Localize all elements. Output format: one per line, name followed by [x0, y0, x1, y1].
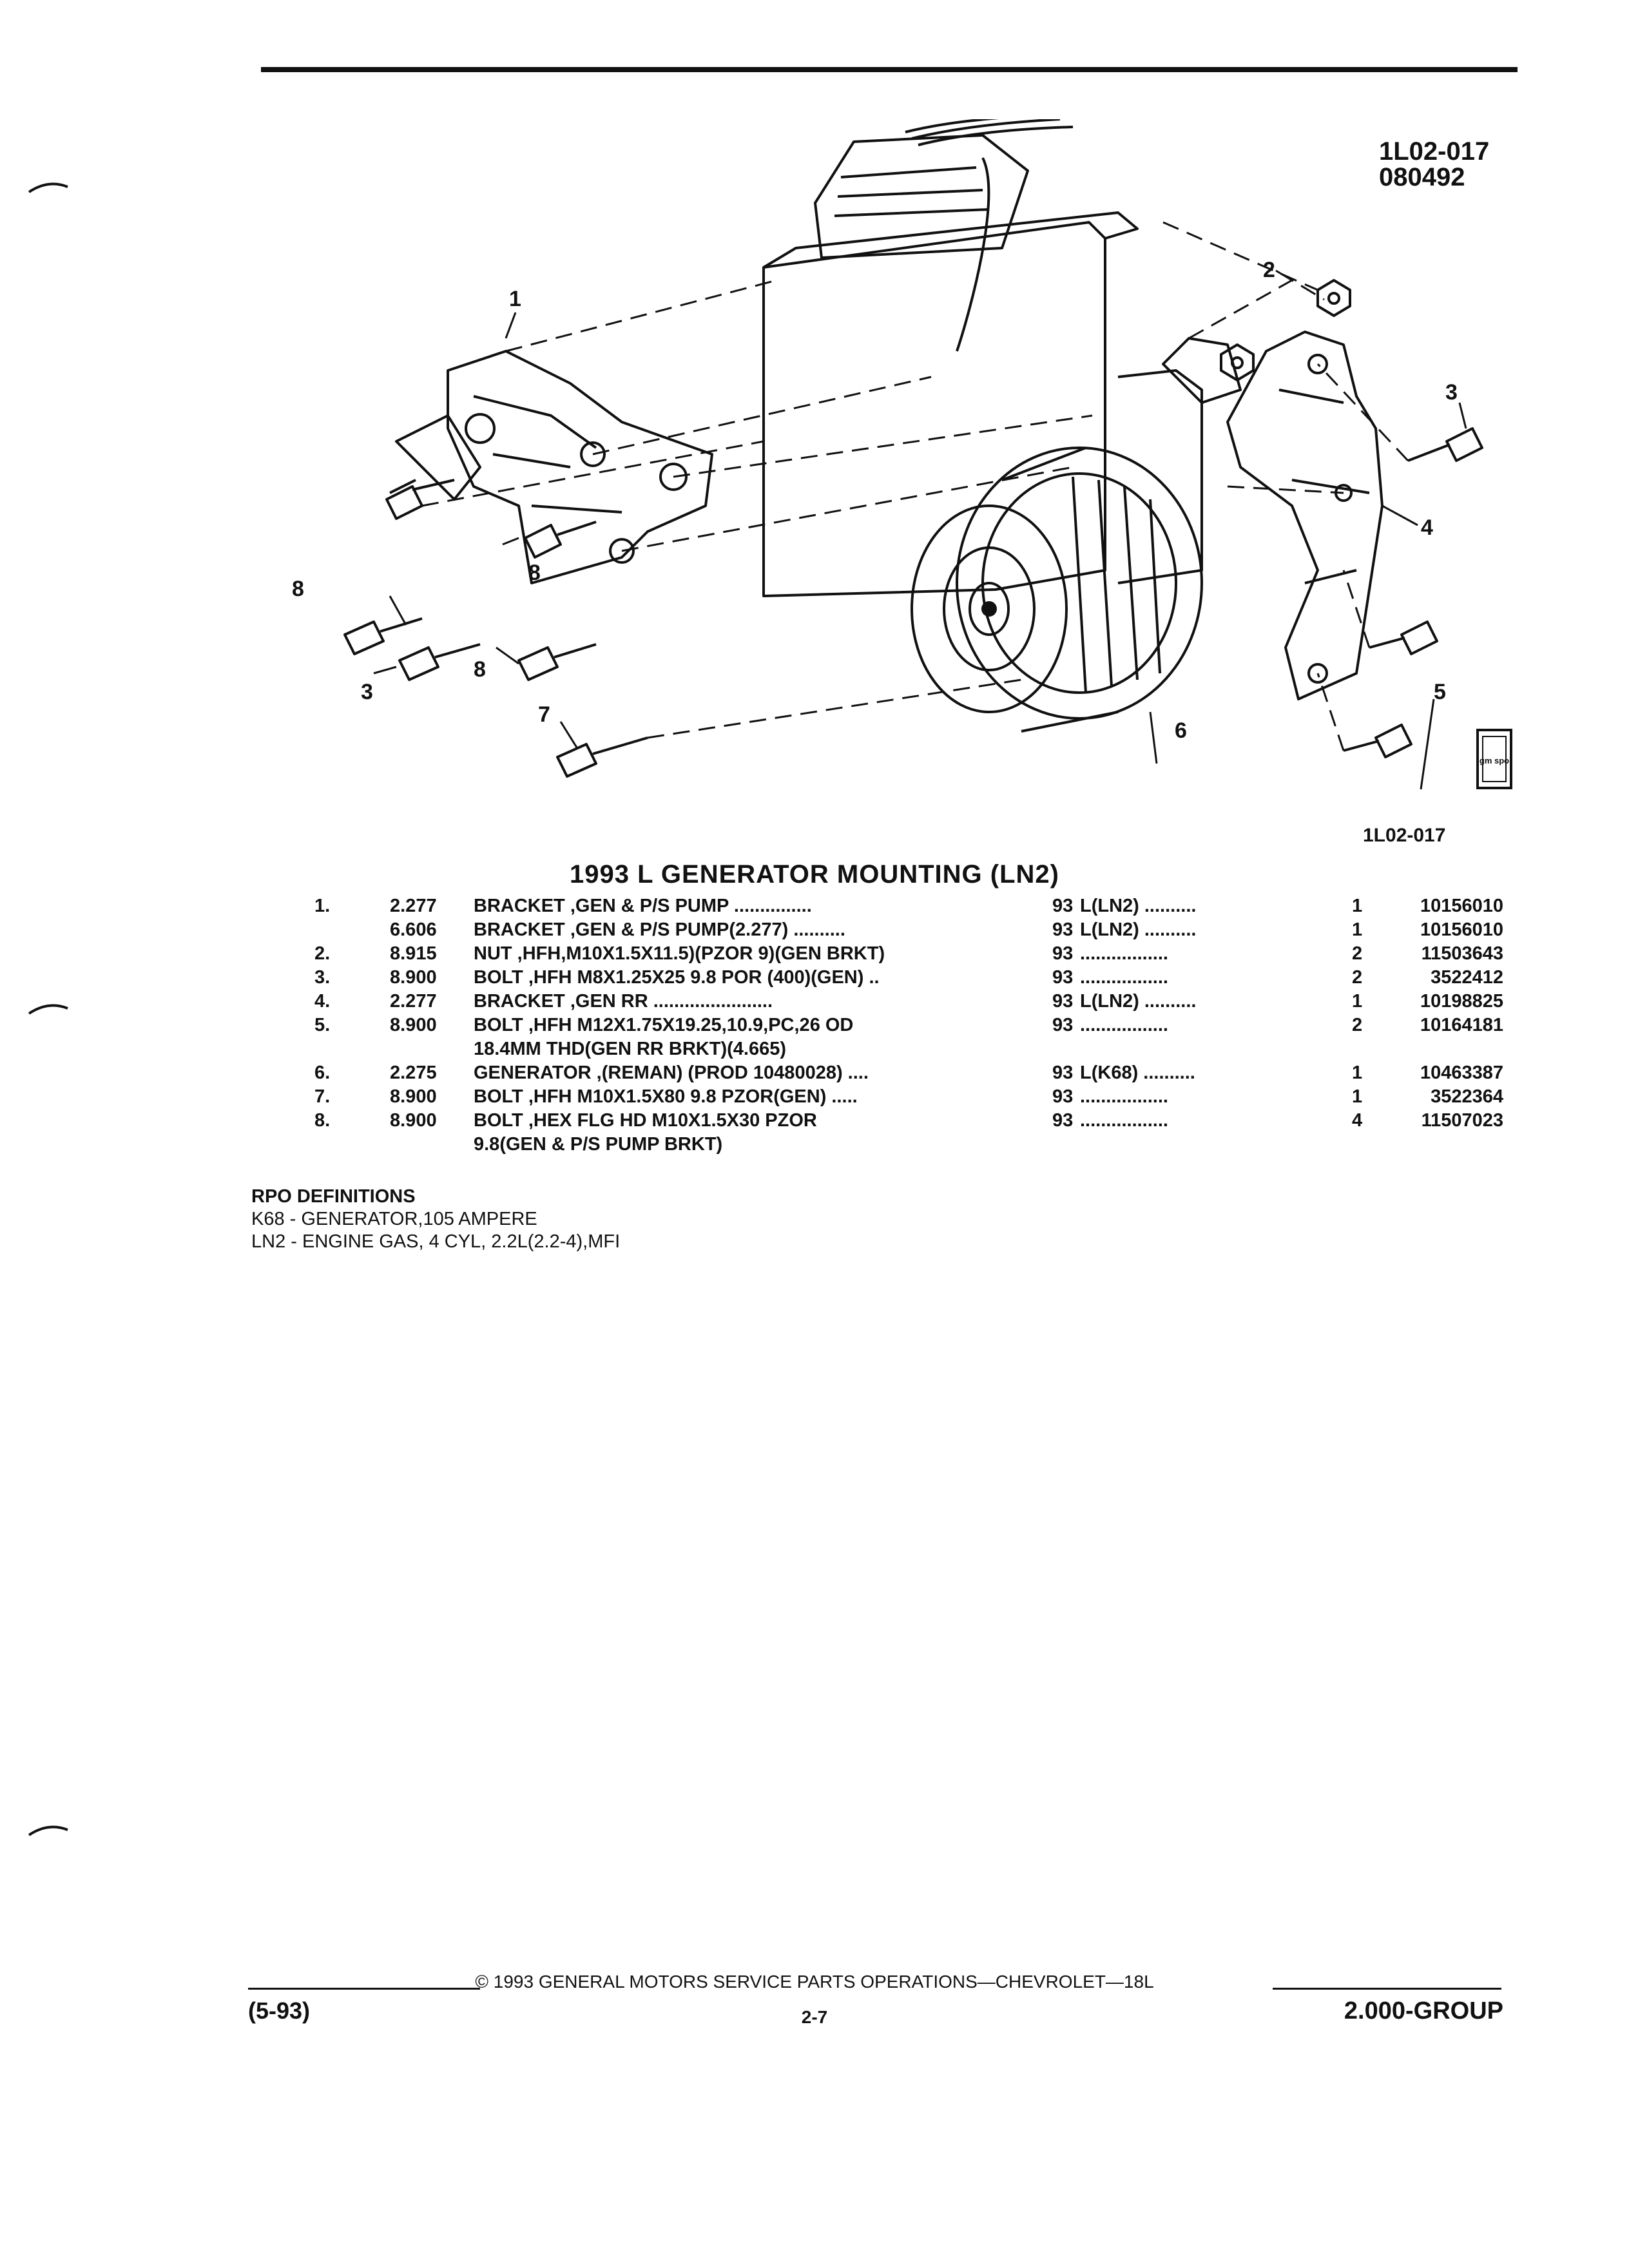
callout-3-left: 3	[361, 680, 373, 704]
model-year: 93	[1052, 967, 1074, 988]
model-year: 93	[1052, 1062, 1074, 1083]
callout-7: 7	[538, 702, 550, 727]
callout-8-center: 8	[474, 657, 486, 682]
part-number: 11507023	[1421, 1110, 1503, 1131]
item-number: 4.	[314, 991, 331, 1012]
part-description: BRACKET ,GEN & P/S PUMP(2.277) ..........	[474, 919, 845, 940]
group-number: 8.915	[390, 943, 437, 964]
part-description: BOLT ,HEX FLG HD M10X1.5X30 PZOR	[474, 1110, 817, 1131]
quantity: 1	[1352, 896, 1363, 916]
quantity: 1	[1352, 919, 1363, 940]
callout-2: 2	[1263, 258, 1275, 282]
part-number: 10156010	[1420, 919, 1503, 940]
nut-2-upper	[1318, 280, 1350, 316]
application: .................	[1080, 1110, 1168, 1131]
model-year: 93	[1052, 943, 1074, 964]
quantity: 4	[1352, 1110, 1363, 1131]
bolt-3-left	[400, 644, 480, 680]
item-number: 2.	[314, 943, 331, 964]
callout-3-right: 3	[1445, 380, 1458, 405]
callout-5: 5	[1434, 680, 1446, 704]
application: L(LN2) ..........	[1080, 919, 1197, 940]
model-year: 93	[1052, 991, 1074, 1012]
bolt-8-left	[387, 480, 454, 519]
table-row	[0, 943, 1629, 967]
application: .................	[1080, 943, 1168, 964]
engine-block	[764, 222, 1105, 596]
parts-table	[0, 896, 1629, 1158]
quantity: 2	[1352, 943, 1363, 964]
part-number: 10198825	[1420, 991, 1503, 1012]
part-description: GENERATOR ,(REMAN) (PROD 10480028) ....	[474, 1062, 869, 1083]
callout-1: 1	[509, 287, 521, 311]
rpo-line: K68 - GENERATOR,105 AMPERE	[251, 1209, 537, 1229]
part-number: 11503643	[1421, 943, 1503, 964]
quantity: 1	[1352, 1086, 1363, 1107]
group-number: 8.900	[390, 1110, 437, 1131]
group-number: 2.277	[390, 991, 437, 1012]
application: L(K68) ..........	[1080, 1062, 1195, 1083]
footer-date-code: (5-93)	[248, 1997, 311, 2024]
application: .................	[1080, 967, 1168, 988]
item-number: 1.	[314, 896, 331, 916]
callout-8-bracket: 8	[528, 561, 541, 585]
item-number: 8.	[314, 1110, 331, 1131]
part-description: 9.8(GEN & P/S PUMP BRKT)	[474, 1134, 723, 1155]
footer-copyright: © 1993 GENERAL MOTORS SERVICE PARTS OPERATIONS—CHEVROLET—18L	[475, 1972, 1154, 1992]
part-description: BOLT ,HFH M12X1.75X19.25,10.9,PC,26 OD	[474, 1015, 854, 1035]
part-description: BOLT ,HFH M8X1.25X25 9.8 POR (400)(GEN) ..	[474, 967, 880, 988]
part-number: 10164181	[1420, 1015, 1503, 1035]
application: L(LN2) ..........	[1080, 896, 1197, 916]
quantity: 2	[1352, 1015, 1363, 1035]
gen-rear-bracket	[1228, 332, 1382, 699]
application: .................	[1080, 1015, 1168, 1035]
part-number: 3522412	[1431, 967, 1503, 988]
table-row	[0, 1134, 1629, 1158]
model-year: 93	[1052, 896, 1074, 916]
bolt-7	[557, 738, 648, 776]
model-year: 93	[1052, 1086, 1074, 1107]
page-title: 1993 L GENERATOR MOUNTING (LN2)	[570, 860, 1059, 889]
part-description: BRACKET ,GEN & P/S PUMP ...............	[474, 896, 812, 916]
group-number: 2.275	[390, 1062, 437, 1083]
rpo-line: LN2 - ENGINE GAS, 4 CYL, 2.2L(2.2-4),MFI	[251, 1231, 621, 1252]
rpo-heading: RPO DEFINITIONS	[251, 1186, 416, 1207]
margin-mark	[26, 174, 71, 200]
callout-4: 4	[1421, 515, 1433, 540]
table-row	[0, 967, 1629, 991]
drawing-code-line1: 1L02-017	[1379, 137, 1490, 166]
gen-ps-pump-bracket	[448, 351, 712, 583]
group-number: 8.900	[390, 967, 437, 988]
bolt-8-center	[519, 644, 596, 680]
margin-mark	[26, 1817, 71, 1843]
table-row	[0, 919, 1629, 943]
bolt-8-lower	[345, 619, 422, 654]
item-number: 3.	[314, 967, 331, 988]
model-year: 93	[1052, 1015, 1074, 1035]
footer-page-number: 2-7	[801, 2007, 828, 2027]
table-row	[0, 1015, 1629, 1039]
table-row	[0, 896, 1629, 919]
table-row	[0, 991, 1629, 1015]
model-year: 93	[1052, 919, 1074, 940]
callout-6: 6	[1175, 718, 1187, 743]
model-year: 93	[1052, 1110, 1074, 1131]
quantity: 1	[1352, 991, 1363, 1012]
gm-spo-badge	[1478, 730, 1511, 788]
item-number: 6.	[314, 1062, 331, 1083]
top-rule	[261, 67, 1518, 72]
bolt-3-right	[1408, 428, 1482, 461]
application: L(LN2) ..........	[1080, 991, 1197, 1012]
drawing-code-line2: 080492	[1379, 163, 1465, 191]
part-description: NUT ,HFH,M10X1.5X11.5)(PZOR 9)(GEN BRKT)	[474, 943, 885, 964]
item-number: 5.	[314, 1015, 331, 1035]
table-row	[0, 1062, 1629, 1086]
part-description: 18.4MM THD(GEN RR BRKT)(4.665)	[474, 1039, 786, 1059]
bolt-5-lower	[1344, 725, 1411, 757]
part-number: 3522364	[1431, 1086, 1503, 1107]
bolt-5-upper	[1369, 622, 1437, 654]
part-description: BOLT ,HFH M10X1.5X80 9.8 PZOR(GEN) .....	[474, 1086, 858, 1107]
quantity: 1	[1352, 1062, 1363, 1083]
table-row	[0, 1039, 1629, 1062]
figure-code: 1L02-017	[1363, 825, 1446, 846]
part-description: BRACKET ,GEN RR .......................	[474, 991, 773, 1012]
item-number: 7.	[314, 1086, 331, 1107]
group-number: 2.277	[390, 896, 437, 916]
group-number: 8.900	[390, 1086, 437, 1107]
quantity: 2	[1352, 967, 1363, 988]
part-number: 10463387	[1420, 1062, 1503, 1083]
table-row	[0, 1086, 1629, 1110]
application: .................	[1080, 1086, 1168, 1107]
group-number: 6.606	[390, 919, 437, 940]
group-number: 8.900	[390, 1015, 437, 1035]
footer-group: 2.000-GROUP	[1344, 1997, 1503, 2024]
callout-8-left: 8	[292, 577, 304, 601]
badge-text: gm spo	[1479, 756, 1510, 765]
exploded-view-diagram	[261, 119, 1521, 828]
bolt-8-bracket	[525, 522, 596, 557]
table-row	[0, 1110, 1629, 1134]
part-number: 10156010	[1420, 896, 1503, 916]
rpo-definitions	[251, 1186, 620, 1253]
